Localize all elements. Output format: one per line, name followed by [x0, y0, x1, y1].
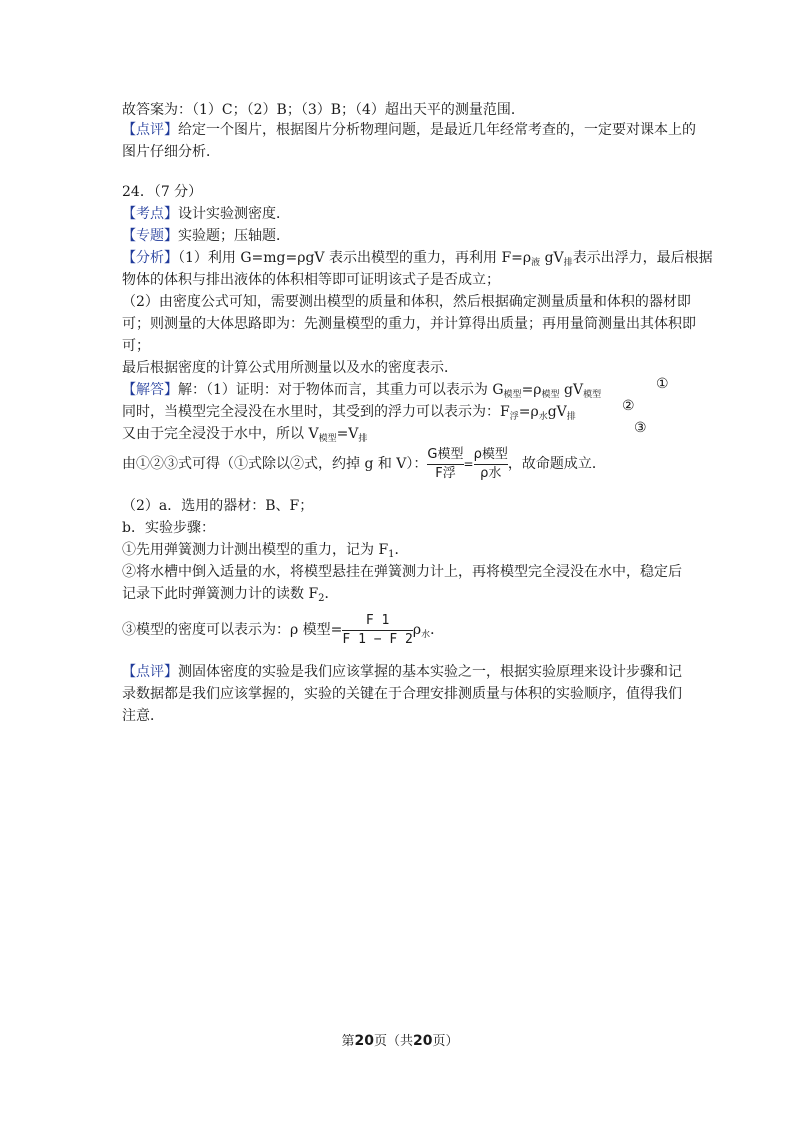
solution-line-7: ①先用弹簧测力计测出模型的重力，记为 $F_1$．: [122, 542, 409, 560]
solution-line-8: ②将水槽中倒入适量的水，将模型悬挂在弹簧测力计上，再将模型完全浸没在水中，稳定后: [122, 564, 682, 580]
equation-marker-3: ③: [634, 420, 647, 436]
equation-marker-1: ①: [656, 376, 669, 392]
total-page-number: 20: [413, 1033, 433, 1049]
review-line-2: 录数据都是我们应该掌握的，实验的关键在于合理安排测质量与体积的实验顺序，值得我们: [122, 686, 682, 702]
solution-line-1: 【解答】解：（1）证明：对于物体而言，其重力可以表示为 $G_{模型}=\rho_{模型}$ $gV_{模型}$: [122, 382, 602, 400]
review-tag: 【点评】: [122, 664, 178, 680]
solution-tag: 【解答】: [122, 382, 178, 398]
solution-line-5: （2）a．选用的器材：B、F；: [122, 498, 314, 514]
topic-tag: 【专题】: [122, 228, 178, 244]
review-line-1: 【点评】测固体密度的实验是我们应该掌握的基本实验之一，根据实验原理来设计步骤和记: [122, 664, 682, 680]
answer-line: 故答案为：（1）C；（2）B；（3）B；（4）超出天平的测量范围．: [122, 102, 525, 118]
solution-line-2: 同时，当模型完全浸没在水里时，其受到的浮力可以表示为：$F_浮=\rho_水gV_排$: [122, 404, 576, 422]
analysis-line-2: 物体的体积与排出液体的体积相等即可证明该式子是否成立；: [122, 272, 500, 288]
solution-line-10: ③模型的密度可以表示为：ρ 模型= $\frac{F 1}{F 1 - F 2}$ $\rho_水$．: [122, 612, 445, 647]
solution-line-3: 又由于完全浸没于水中，所以 $V_{模型}=V_排$: [122, 426, 368, 444]
question-number: 24．（7 分）: [122, 184, 203, 200]
solution-line-9: 记录下此时弹簧测力计的读数 $F_2$．: [122, 586, 339, 604]
knowledge-point-line: 【考点】设计实验测密度．: [122, 206, 290, 222]
solution-line-4: 由①②③式可得（①式除以②式，约掉 g 和 V）： $\frac{\text{G模型}}{\text{F浮}}$ = $\frac{\text{ρ模型}}{\text{ρ水}}$ ，故命题成立．: [122, 446, 606, 481]
comment-line-1: 【点评】给定一个图片，根据图片分析物理问题，是最近几年经常考查的，一定要对课本上的: [122, 122, 696, 138]
analysis-line-6: 最后根据密度的计算公式用所测量以及水的密度表示．: [122, 360, 458, 376]
equation-marker-2: ②: [622, 398, 635, 414]
topic-line: 【专题】实验题；压轴题．: [122, 228, 290, 244]
knowledge-point-tag: 【考点】: [122, 206, 178, 222]
analysis-line-4: 可；则测量的大体思路即为：先测量模型的重力，并计算得出质量；再用量筒测量出其体积即: [122, 316, 696, 332]
solution-line-6: b．实验步骤：: [122, 520, 215, 536]
analysis-tag: 【分析】: [122, 250, 178, 266]
page-footer: 第20页（共20页）: [341, 1033, 459, 1049]
analysis-line-3: （2）由密度公式可知，需要测出模型的质量和体积，然后根据确定测量质量和体积的器材即: [122, 294, 691, 310]
review-line-3: 注意．: [122, 708, 164, 724]
current-page-number: 20: [354, 1033, 374, 1049]
fraction-g-over-f: $\frac{\text{G模型}}{\text{F浮}}$: [427, 446, 464, 481]
fraction-rho-over-rho: $\frac{\text{ρ模型}}{\text{ρ水}}$: [473, 446, 508, 481]
comment-line-2: 图片仔细分析．: [122, 144, 220, 160]
comment-tag: 【点评】: [122, 122, 178, 138]
analysis-line-1: 【分析】（1）利用 G=mg=ρgV 表示出模型的重力，再利用 $F=\rho_液$ $gV_排$表示出浮力，最后根据: [122, 250, 713, 268]
analysis-line-5: 可；: [122, 338, 150, 354]
fraction-density-formula: $\frac{F 1}{F 1 - F 2}$: [342, 612, 413, 647]
